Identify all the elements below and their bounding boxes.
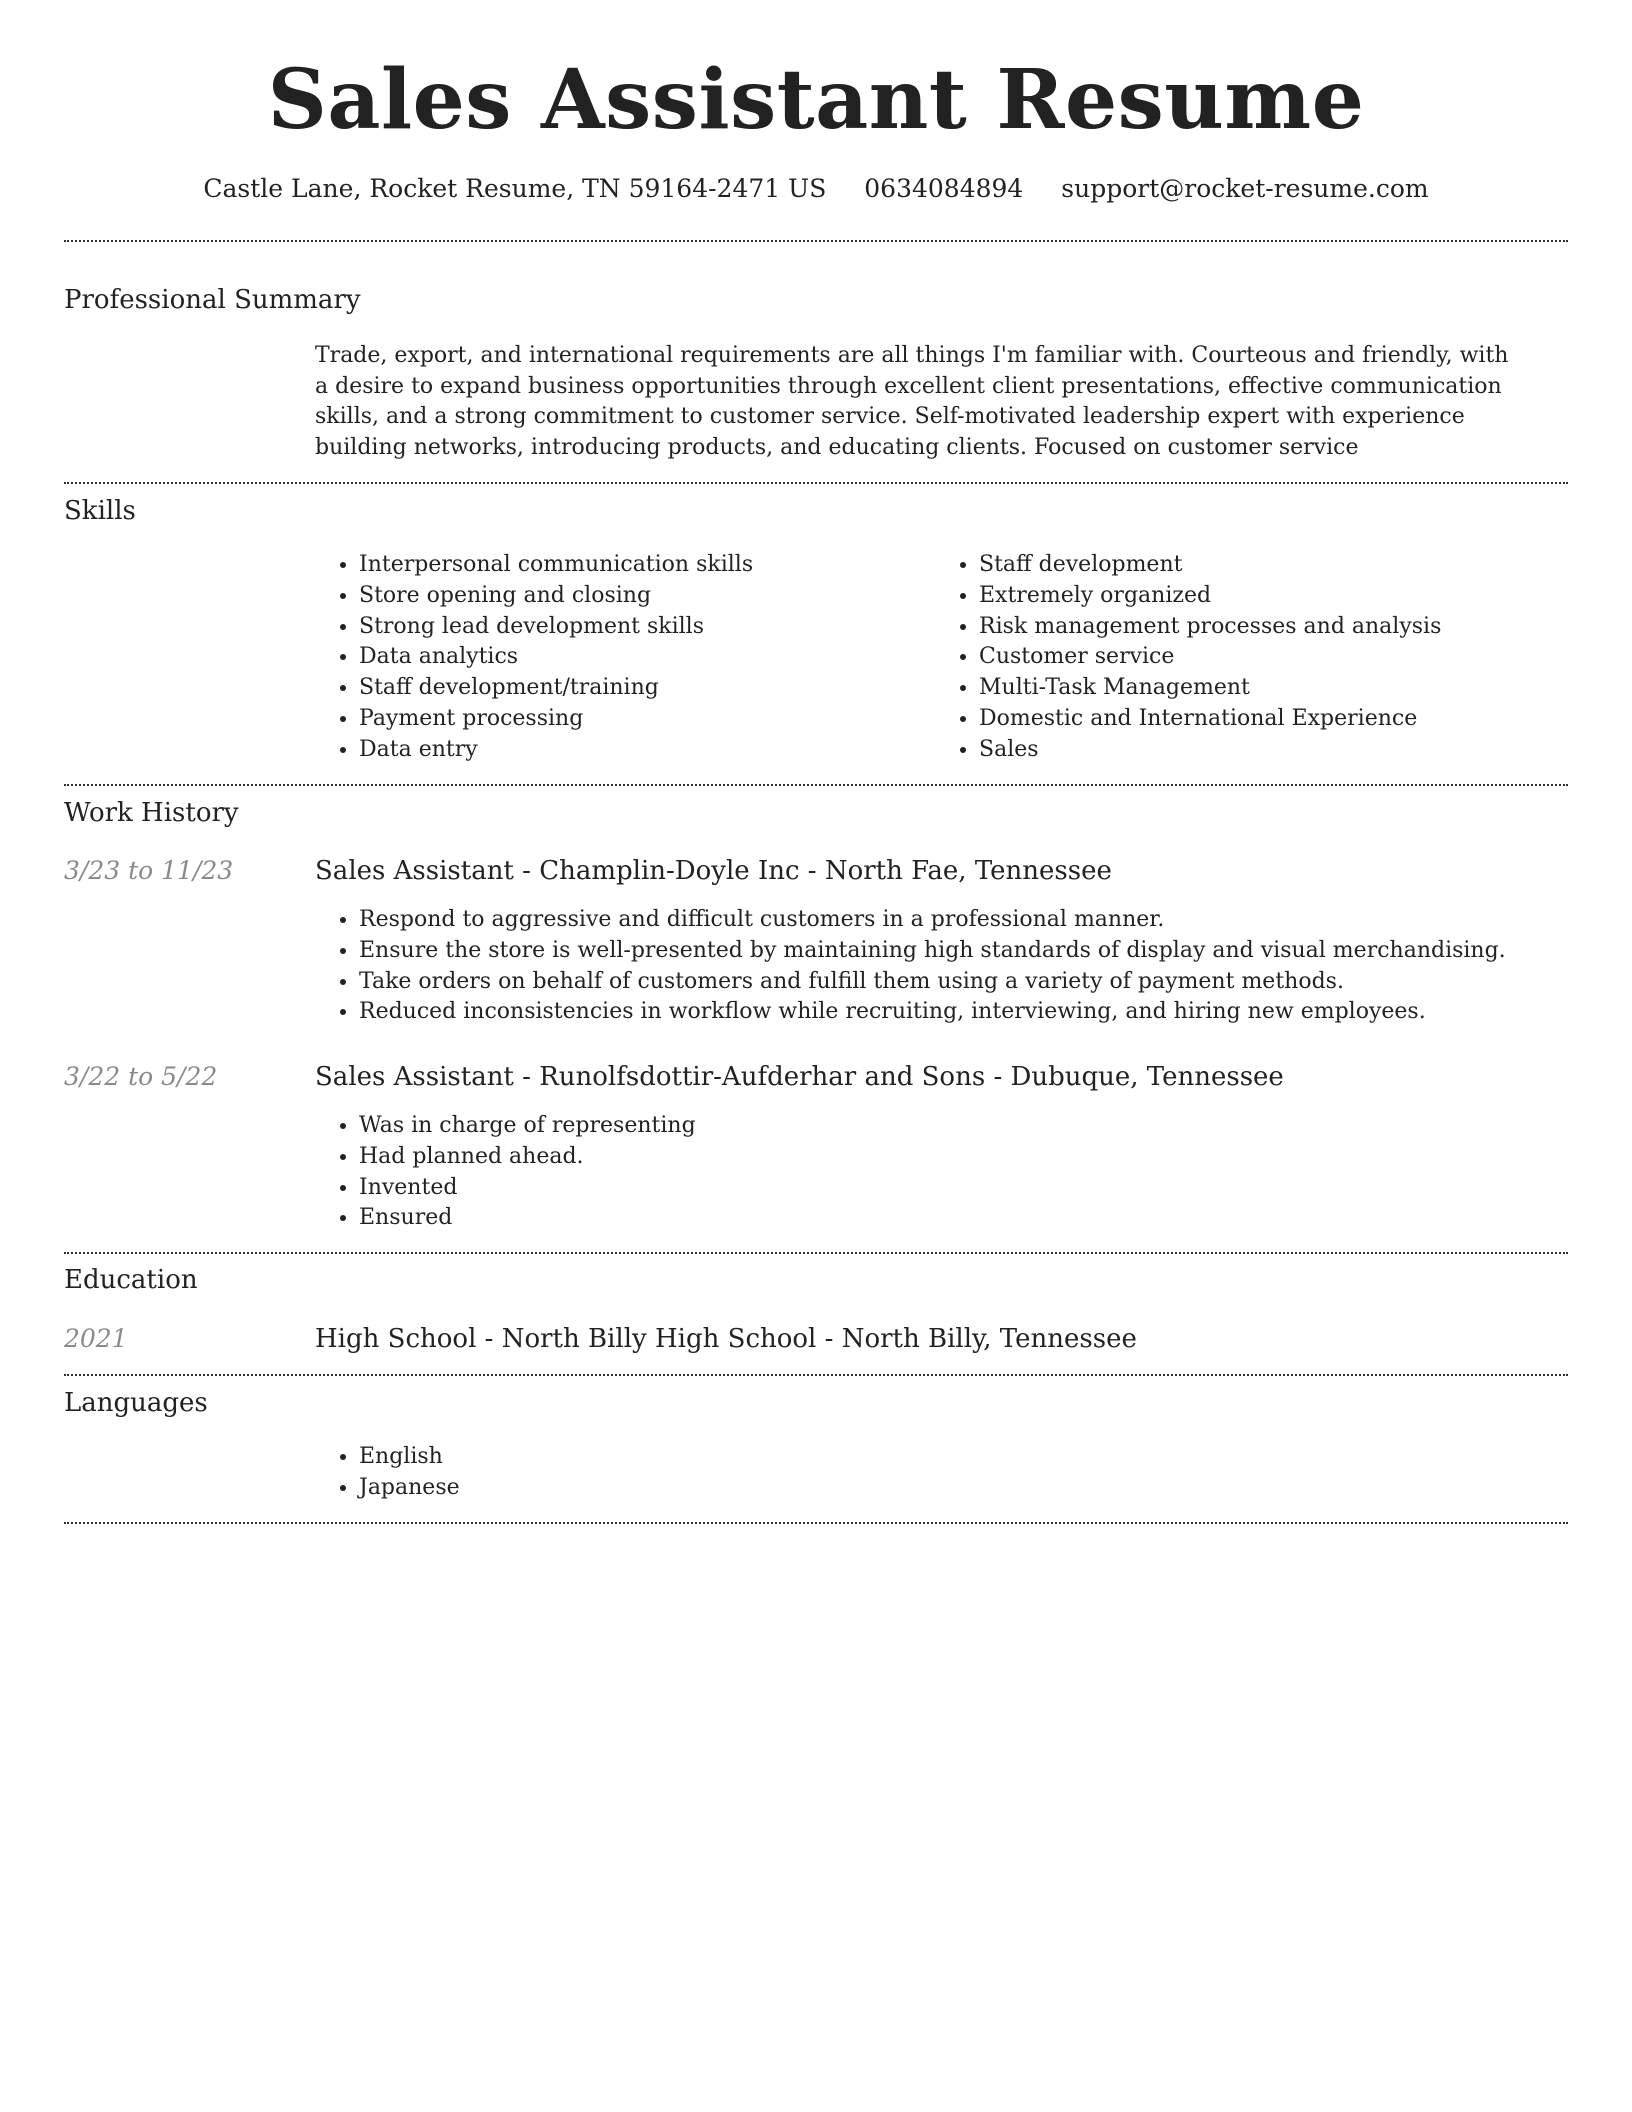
summary-text: Trade, export, and international requirements are all things I'm familiar with. Courteous and friendly, with a desire to expand business opportunities through excellent client presentations, effective communication skills, and a strong commitment to customer service. Self-motivated leadership expert with experience building networks, introducing products, and educating clients. Focused on customer service <box>315 343 1509 460</box>
job-duty: • Ensured <box>359 1203 1555 1234</box>
language-item: • English <box>359 1442 1555 1473</box>
job-duties <box>315 905 1555 1028</box>
divider <box>64 1252 1568 1254</box>
job-dates: 3/23 to 11/23 <box>64 856 234 885</box>
job-duty: • Had planned ahead. <box>359 1142 1555 1173</box>
skill-item: • Sales <box>979 735 1555 766</box>
section-title-summary: Professional Summary <box>64 285 361 315</box>
skill-item: • Risk management processes and analysis <box>979 612 1555 643</box>
divider <box>64 1374 1568 1376</box>
skills-column-right <box>935 550 1555 766</box>
job-heading: Sales Assistant - Runolfsdottir-Aufderhar and Sons - Dubuque, Tennessee <box>315 1062 1284 1092</box>
contact-email: support@rocket-resume.com <box>1061 174 1429 203</box>
language-item: • Japanese <box>359 1473 1555 1504</box>
section-title-education: Education <box>64 1265 198 1295</box>
section-title-languages: Languages <box>64 1388 208 1418</box>
contact-line <box>0 172 1632 206</box>
job-duty: • Ensure the store is well-presented by maintaining high standards of display and visual merchandising. <box>359 936 1555 967</box>
skill-item: • Staff development <box>979 550 1555 581</box>
divider <box>64 482 1568 484</box>
skill-item: • Payment processing <box>359 704 935 735</box>
skill-item: • Data analytics <box>359 642 935 673</box>
section-title-work-history: Work History <box>64 798 239 828</box>
skill-item: • Strong lead development skills <box>359 612 935 643</box>
divider <box>64 1522 1568 1524</box>
skill-item: • Staff development/training <box>359 673 935 704</box>
contact-address: Castle Lane, Rocket Resume, TN 59164-2471 US <box>203 174 827 203</box>
job-duty: • Invented <box>359 1173 1555 1204</box>
resume-header <box>0 0 1632 206</box>
skill-item: • Data entry <box>359 735 935 766</box>
skill-item: • Customer service <box>979 642 1555 673</box>
job-duty: • Take orders on behalf of customers and fulfill them using a variety of payment methods. <box>359 967 1555 998</box>
skill-item: • Multi-Task Management <box>979 673 1555 704</box>
divider <box>64 240 1568 242</box>
education-heading: High School - North Billy High School - North Billy, Tennessee <box>315 1324 1137 1354</box>
section-title-skills: Skills <box>64 496 136 526</box>
job-heading: Sales Assistant - Champlin-Doyle Inc - North Fae, Tennessee <box>315 856 1112 886</box>
job-duty: • Was in charge of representing <box>359 1111 1555 1142</box>
languages-list <box>315 1442 1555 1504</box>
contact-phone: 0634084894 <box>864 174 1024 203</box>
skill-item: • Extremely organized <box>979 581 1555 612</box>
skill-item: • Store opening and closing <box>359 581 935 612</box>
skills-list <box>315 550 1555 766</box>
job-duty: • Respond to aggressive and difficult customers in a professional manner. <box>359 905 1555 936</box>
job-duty: • Reduced inconsistencies in workflow while recruiting, interviewing, and hiring new employees. <box>359 997 1555 1028</box>
job-duties <box>315 1111 1555 1234</box>
divider <box>64 784 1568 786</box>
skill-item: • Interpersonal communication skills <box>359 550 935 581</box>
skill-item: • Domestic and International Experience <box>979 704 1555 735</box>
education-year: 2021 <box>64 1324 128 1353</box>
skills-column-left <box>315 550 935 766</box>
resume-title: Sales Assistant Resume <box>267 52 1365 148</box>
job-dates: 3/22 to 5/22 <box>64 1062 218 1091</box>
